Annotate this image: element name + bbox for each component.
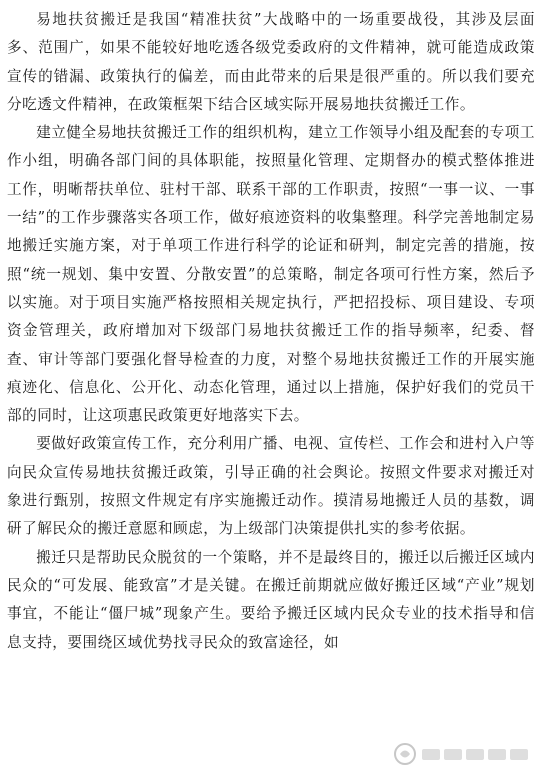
paragraph-3: 要做好政策宣传工作，充分利用广播、电视、宣传栏、工作会和进村入户等向民众宣传易地扶贫搬迁政策，引导正确的社会舆论。按照文件要求对搬迁对象进行甄别，按照文件规定有序实施搬迁动作。摸清易地搬迁人员的基数，调研了解民众的搬迁意愿和顾虑，为上级部门决策提供扎实的参考依据。 xyxy=(7,435,535,538)
paragraph-4: 搬迁只是帮助民众脱贫的一个策略，并不是最终目的，搬迁以后搬迁区域内民众的“可发展、能致富”才是关键。在搬迁前期就应做好搬迁区域“产业”规划事宜，不能让“僵尸城”现象产生。要给予搬迁区域内民众专业的技术指导和信息支持，要围绕区域优势找寻民众的致富途径，如 xyxy=(7,548,535,651)
paragraph-1: 易地扶贫搬迁是我国“精准扶贫”大战略中的一场重要战役，其涉及层面多、范围广，如果不能较好地吃透各级党委政府的文件精神，就可能造成政策宣传的错漏、政策执行的偏差，而由此带来的后果是很严重的。所以我们要充分吃透文件精神，在政策框架下结合区域实际开展易地扶贫搬迁工作。 xyxy=(7,11,535,113)
paragraph-2: 建立健全易地扶贫搬迁工作的组织机构，建立工作领导小组及配套的专项工作小组，明确各部门间的具体职能，按照量化管理、定期督办的模式整体推进工作，明晰帮扶单位、驻村干部、联系干部的工作职责，按照“一事一议、一事一结”的工作步骤落实各项工作，做好痕迹资料的收集整理。科学完善地制定易地搬迁实施方案，对于单项工作进行科学的论证和研判，制定完善的措施，按照“统一规划、集中安置、分散安置”的总策略，制定各项可行性方案，然后予以实施。对于项目实施严格按照相关规定执行，严把招投标、项目建设、专项资金管理关，政府增加对下级部门易地扶贫搬迁工作的指导频率，纪委、督查、审计等部门要强化督导检查的力度，对整个易地扶贫搬迁工作的开展实施痕迹化、信息化、公开化、动态化管理，通过以上措施，保护好我们的党员干部的同时，让这项惠民政策更好地落实下去。 xyxy=(7,124,535,425)
